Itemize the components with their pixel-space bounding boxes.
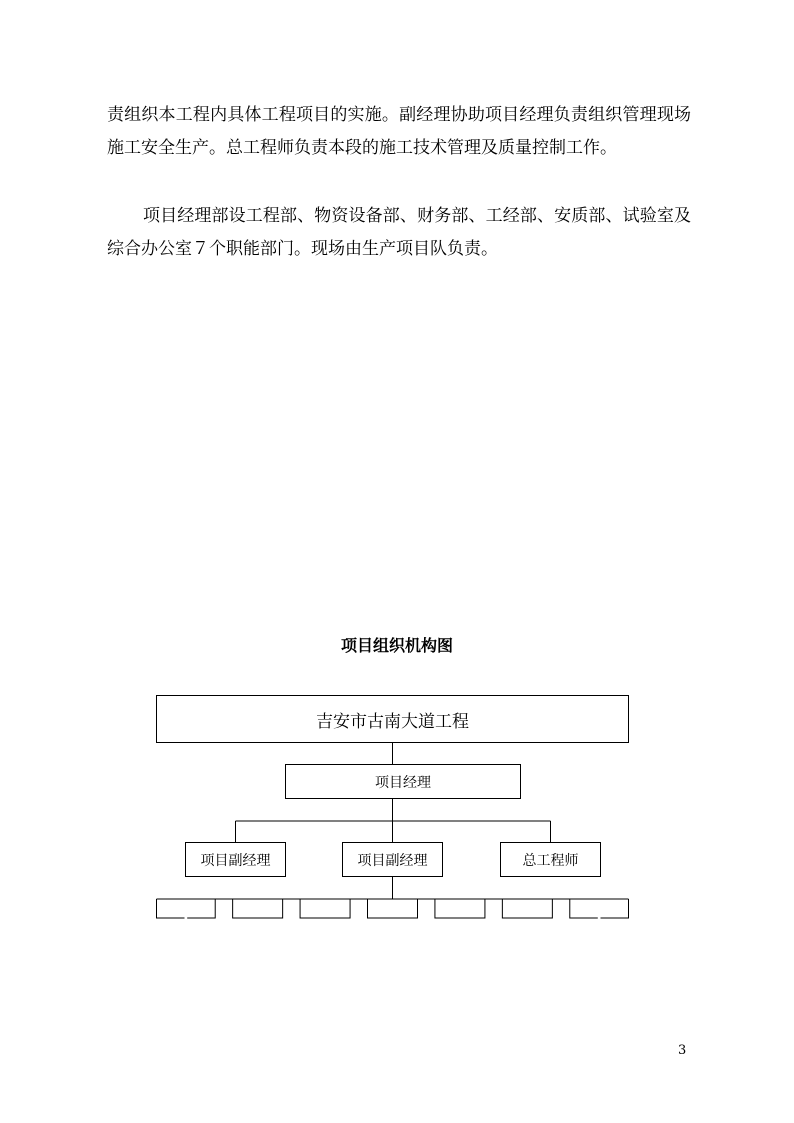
department-box-5 (435, 899, 485, 918)
org-box-chief-engineer: 总工程师 (500, 842, 601, 877)
body-paragraph-1: 责组织本工程内具体工程项目的实施。副经理协助项目经理负责组织管理现场施工安全生产。总工程师负责本段的施工技术管理及质量控制工作。 (107, 105, 691, 158)
department-box-1 (157, 899, 216, 918)
org-box-project: 吉安市古南大道工程 (156, 695, 629, 743)
org-box-deputy-manager-2: 项目副经理 (342, 842, 443, 877)
department-box-3 (300, 899, 350, 918)
department-box-4 (368, 899, 418, 918)
department-box-2 (233, 899, 283, 918)
page-number: 3 (678, 1043, 687, 1058)
org-chart-title: 项目组织机构图 (340, 636, 453, 655)
org-box-project-manager: 项目经理 (285, 764, 521, 799)
body-paragraph-2: 项目经理部设工程部、物资设备部、财务部、工经部、安质部、试验室及综合办公室７个职能部门。现场由生产项目队负责。 (107, 206, 691, 259)
org-box-deputy-manager-1: 项目副经理 (185, 842, 286, 877)
department-box-6 (502, 899, 552, 918)
department-box-7 (570, 899, 629, 918)
